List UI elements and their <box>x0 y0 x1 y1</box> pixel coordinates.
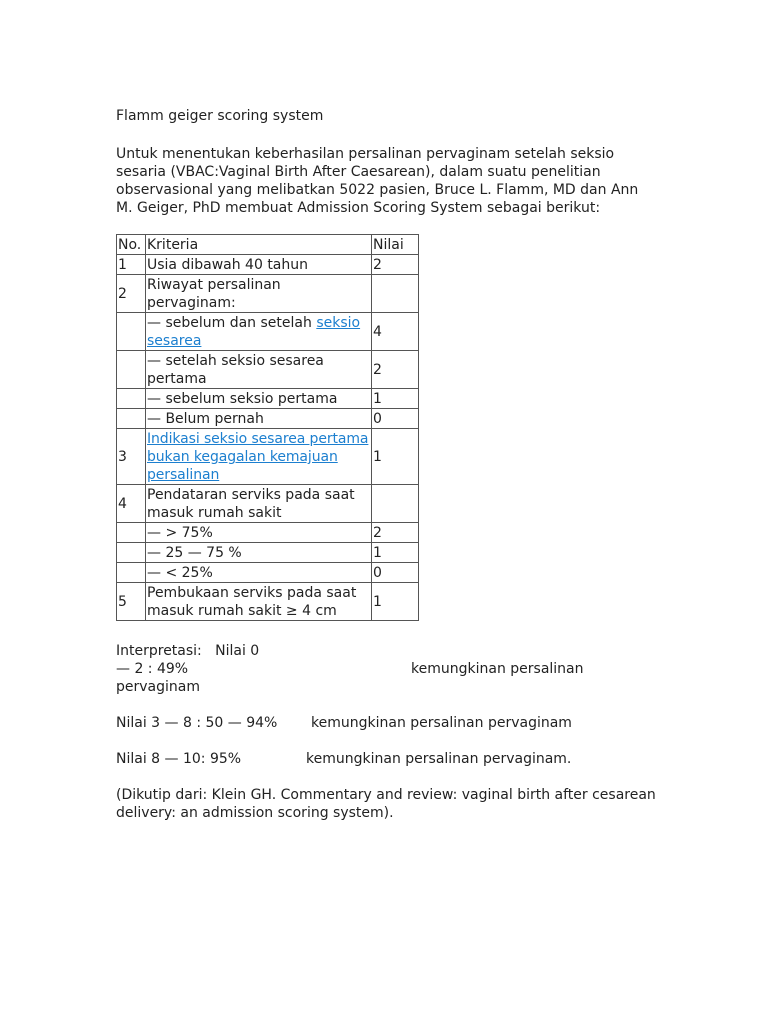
row-no <box>117 351 146 389</box>
row-value: 1 <box>372 389 419 409</box>
row-no: 1 <box>117 255 146 275</box>
range-3-8: Nilai 3 — 8 : 50 — 94% <box>116 715 278 731</box>
document-page <box>116 107 656 822</box>
indikasi-seksio-link[interactable]: Indikasi seksio sesarea pertama bukan kegagalan kemajuan persalinan <box>147 431 369 483</box>
row-criteria: — 25 — 75 % <box>146 543 372 563</box>
table-header-row <box>117 235 419 255</box>
row-value <box>372 275 419 313</box>
row-criteria: Usia dibawah 40 tahun <box>146 255 372 275</box>
interpretation-text-2: kemungkinan persalinan pervaginam <box>311 715 572 731</box>
document-title: Flamm geiger scoring system <box>116 108 324 124</box>
header-no: No. <box>117 235 146 255</box>
header-value: Nilai <box>372 235 419 255</box>
table-row <box>117 255 419 275</box>
table-row <box>117 275 419 313</box>
row-criteria: — > 75% <box>146 523 372 543</box>
scoring-table <box>116 234 419 621</box>
citation: (Dikutip dari: Klein GH. Commentary and review: vaginal birth after cesarean delivery: an admission scoring system). <box>116 787 656 821</box>
row-value: 1 <box>372 429 419 485</box>
row-value: 1 <box>372 543 419 563</box>
row-criteria: Pembukaan serviks pada saat masuk rumah sakit ≥ 4 cm <box>146 583 372 621</box>
row-value <box>372 485 419 523</box>
intro-paragraph: Untuk menentukan keberhasilan persalinan pervaginam setelah seksio sesaria (VBAC:Vaginal Birth After Caesarean), dalam suatu penelitian observasional yang melibatkan 5022 pasien, Bruce L. Flamm, MD dan Ann M. Geiger, PhD membuat Admission Scoring System sebagai berikut: <box>116 146 639 216</box>
table-row <box>117 485 419 523</box>
row-no <box>117 313 146 351</box>
interpretation-label: Interpretasi: <box>116 643 202 659</box>
row-no: 3 <box>117 429 146 485</box>
row-value: 1 <box>372 583 419 621</box>
table-row <box>117 351 419 389</box>
row-criteria <box>146 429 372 485</box>
table-row <box>117 563 419 583</box>
range-8-10: Nilai 8 — 10: 95% <box>116 751 242 767</box>
interpretation-line-1 <box>116 642 656 696</box>
row-no: 5 <box>117 583 146 621</box>
row-no <box>117 543 146 563</box>
row-no: 2 <box>117 275 146 313</box>
row-no <box>117 389 146 409</box>
interpretation-label-range <box>116 642 276 678</box>
row-no <box>117 523 146 543</box>
table-row <box>117 583 419 621</box>
row-no: 4 <box>117 485 146 523</box>
criteria-text: — sebelum dan setelah <box>147 315 317 331</box>
row-value: 2 <box>372 523 419 543</box>
row-criteria: — Belum pernah <box>146 409 372 429</box>
table-row <box>117 313 419 351</box>
interpretation-wrap-1: pervaginam <box>116 679 200 695</box>
table-row <box>117 429 419 485</box>
row-value: 2 <box>372 351 419 389</box>
row-criteria <box>146 313 372 351</box>
table-row <box>117 389 419 409</box>
row-no <box>117 409 146 429</box>
row-criteria: — setelah seksio sesarea pertama <box>146 351 372 389</box>
table-row <box>117 409 419 429</box>
seksio-sesarea-link[interactable]: seksio sesarea <box>147 315 361 349</box>
row-value: 4 <box>372 313 419 351</box>
interpretation-line-3 <box>116 750 656 768</box>
row-no <box>117 563 146 583</box>
interpretation-line-2 <box>116 714 656 732</box>
interpretation-text-3: kemungkinan persalinan pervaginam. <box>306 751 572 767</box>
row-value: 0 <box>372 409 419 429</box>
header-criteria: Kriteria <box>146 235 372 255</box>
table-row <box>117 543 419 563</box>
interpretation-text-1: kemungkinan persalinan <box>411 661 584 677</box>
table-row <box>117 523 419 543</box>
row-criteria: — < 25% <box>146 563 372 583</box>
row-criteria: Riwayat persalinan pervaginam: <box>146 275 372 313</box>
row-value: 0 <box>372 563 419 583</box>
row-value: 2 <box>372 255 419 275</box>
row-criteria: — sebelum seksio pertama <box>146 389 372 409</box>
range-0-2: Nilai 0 — 2 : 49% <box>116 643 260 677</box>
row-criteria: Pendataran serviks pada saat masuk rumah sakit <box>146 485 372 523</box>
